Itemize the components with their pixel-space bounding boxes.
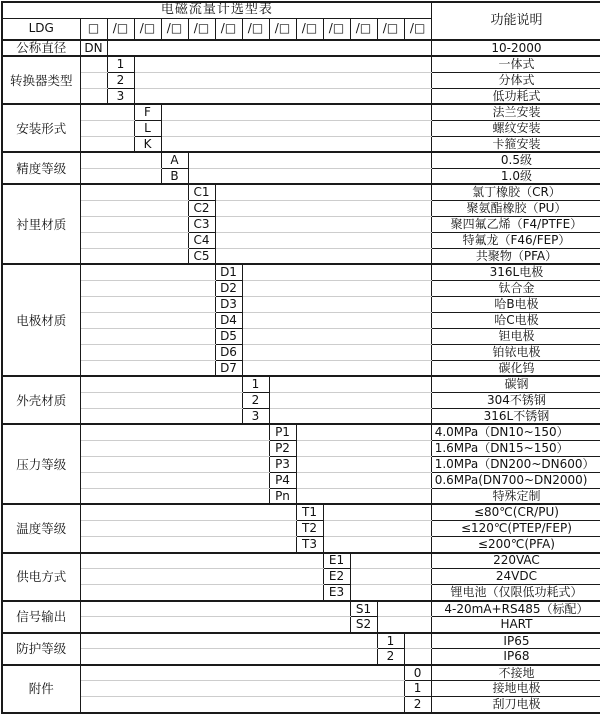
spacer-cell: [80, 344, 215, 360]
function-column-header: 功能说明: [431, 2, 600, 40]
section-label: 衬里材质: [2, 184, 80, 264]
spacer-cell: [80, 569, 323, 585]
spacer-cell: [80, 312, 215, 328]
spacer-cell: [377, 617, 431, 633]
spacer-cell: [134, 72, 431, 88]
spacer-cell: [80, 440, 269, 456]
option-desc: 铂铱电极: [431, 344, 600, 360]
spacer-cell: [80, 521, 296, 537]
option-code: C3: [188, 216, 215, 232]
option-code: P3: [269, 456, 296, 472]
model-code-slot: /□: [377, 18, 404, 40]
option-desc: 0.6MPa(DN700~DN2000): [431, 472, 600, 488]
model-code-slot: /□: [134, 18, 161, 40]
model-code-slot: /□: [215, 18, 242, 40]
spacer-cell: [242, 280, 431, 296]
option-desc: 共聚物（PFA）: [431, 248, 600, 264]
option-code: S2: [350, 617, 377, 633]
spacer-cell: [80, 392, 242, 408]
section-label: 压力等级: [2, 424, 80, 504]
spacer-cell: [269, 392, 431, 408]
option-code: K: [134, 136, 161, 152]
spacer-cell: [80, 104, 134, 120]
spacer-cell: [80, 168, 161, 184]
option-desc: 分体式: [431, 72, 600, 88]
spacer-cell: [215, 248, 431, 264]
model-code-slot: /□: [404, 18, 431, 40]
section-label: 转换器类型: [2, 56, 80, 104]
option-desc: 4-20mA+RS485（标配）: [431, 601, 600, 617]
section-label: 防护等级: [2, 633, 80, 665]
option-code: 2: [107, 72, 134, 88]
spacer-cell: [323, 504, 431, 520]
spacer-cell: [296, 424, 431, 440]
model-code-slot: /□: [242, 18, 269, 40]
spacer-cell: [80, 56, 107, 72]
spacer-cell: [80, 472, 269, 488]
spacer-cell: [80, 232, 188, 248]
spacer-cell: [242, 344, 431, 360]
spacer-cell: [80, 681, 404, 697]
spacer-cell: [80, 280, 215, 296]
page-title: 电磁流量计选型表: [2, 2, 431, 18]
option-code: F: [134, 104, 161, 120]
section-label: 信号输出: [2, 601, 80, 633]
dn-code: DN: [80, 40, 107, 56]
option-desc: 特氟龙（F46/FEP）: [431, 232, 600, 248]
model-code-slot: /□: [161, 18, 188, 40]
spacer-cell: [269, 408, 431, 424]
spacer-cell: [80, 72, 107, 88]
option-code: D7: [215, 360, 242, 376]
option-code: P2: [269, 440, 296, 456]
option-code: C1: [188, 184, 215, 200]
option-code: S1: [350, 601, 377, 617]
option-code: 3: [242, 408, 269, 424]
option-code: D3: [215, 296, 242, 312]
spacer-cell: [296, 440, 431, 456]
model-code-slot: /□: [323, 18, 350, 40]
option-code: L: [134, 120, 161, 136]
spacer-cell: [215, 184, 431, 200]
option-code: D2: [215, 280, 242, 296]
option-desc: 24VDC: [431, 569, 600, 585]
option-desc: 4.0MPa（DN10~150）: [431, 424, 600, 440]
option-code: 1: [404, 681, 431, 697]
option-code: E3: [323, 585, 350, 601]
option-code: 3: [107, 88, 134, 104]
spacer-cell: [242, 264, 431, 280]
section-label: 供电方式: [2, 553, 80, 601]
option-desc: 一体式: [431, 56, 600, 72]
option-desc: IP65: [431, 633, 600, 649]
option-desc: 1.0级: [431, 168, 600, 184]
spacer-cell: [296, 472, 431, 488]
option-desc: 卡箍安装: [431, 136, 600, 152]
spacer-cell: [377, 601, 431, 617]
option-desc: ≤80℃(CR/PU): [431, 504, 600, 520]
spacer-cell: [242, 328, 431, 344]
spacer-cell: [80, 585, 323, 601]
option-desc: 聚氨酯橡胶（PU）: [431, 200, 600, 216]
option-code: C2: [188, 200, 215, 216]
section-label-dn: 公称直径: [2, 40, 80, 56]
spacer-cell: [350, 585, 431, 601]
spacer-cell: [404, 633, 431, 649]
spacer-cell: [350, 569, 431, 585]
spacer-cell: [134, 88, 431, 104]
model-prefix: LDG: [2, 18, 80, 40]
option-code: D4: [215, 312, 242, 328]
spacer-cell: [80, 553, 323, 569]
model-code-slot: /□: [296, 18, 323, 40]
spacer-cell: [161, 120, 431, 136]
option-code: D5: [215, 328, 242, 344]
spacer-cell: [134, 56, 431, 72]
spacer-cell: [80, 184, 188, 200]
section-label: 附件: [2, 665, 80, 713]
spacer-cell: [80, 296, 215, 312]
option-code: P1: [269, 424, 296, 440]
spacer-cell: [188, 168, 431, 184]
spacer-cell: [80, 88, 107, 104]
option-code: E2: [323, 569, 350, 585]
option-code: D6: [215, 344, 242, 360]
option-code: B: [161, 168, 188, 184]
option-desc: 聚四氟乙烯（F4/PTFE）: [431, 216, 600, 232]
option-desc: 304不锈钢: [431, 392, 600, 408]
option-code: T3: [296, 537, 323, 553]
spacer-cell: [242, 312, 431, 328]
option-desc: 不接地: [431, 665, 600, 681]
spacer-cell: [80, 424, 269, 440]
option-desc: 220VAC: [431, 553, 600, 569]
option-desc: 螺纹安装: [431, 120, 600, 136]
section-label: 精度等级: [2, 152, 80, 184]
spacer-cell: [80, 136, 134, 152]
option-code: 1: [377, 633, 404, 649]
option-code: 2: [377, 649, 404, 665]
spacer-cell: [80, 665, 404, 681]
option-desc: HART: [431, 617, 600, 633]
spacer-cell: [80, 488, 269, 504]
section-label: 安装形式: [2, 104, 80, 152]
spacer-cell: [80, 120, 134, 136]
option-code: C4: [188, 232, 215, 248]
spacer-cell: [350, 553, 431, 569]
option-code: 0: [404, 665, 431, 681]
model-code-box: □: [80, 18, 107, 40]
option-desc: 接地电极: [431, 681, 600, 697]
spacer-cell: [80, 408, 242, 424]
option-code: T1: [296, 504, 323, 520]
option-code: A: [161, 152, 188, 168]
option-desc: 特殊定制: [431, 488, 600, 504]
spacer-cell: [242, 296, 431, 312]
spacer-cell: [215, 232, 431, 248]
option-code: Pn: [269, 488, 296, 504]
spacer-cell: [80, 456, 269, 472]
spacer-cell: [80, 152, 161, 168]
option-code: D1: [215, 264, 242, 280]
option-desc: 钛合金: [431, 280, 600, 296]
option-desc: 1.6MPa（DN15~150）: [431, 440, 600, 456]
selection-table: [1, 1, 600, 714]
spacer-cell: [80, 504, 296, 520]
section-label: 温度等级: [2, 504, 80, 552]
spacer-cell: [215, 216, 431, 232]
spacer-cell: [80, 617, 350, 633]
spacer-cell: [80, 360, 215, 376]
spacer-cell: [404, 649, 431, 665]
spacer-cell: [80, 248, 188, 264]
option-desc: IP68: [431, 649, 600, 665]
spacer-cell: [161, 104, 431, 120]
option-desc: 316L不锈钢: [431, 408, 600, 424]
option-desc: 锂电池（仅限低功耗式）: [431, 585, 600, 601]
spacer-cell: [80, 633, 377, 649]
section-label: 电极材质: [2, 264, 80, 376]
model-code-slot: /□: [269, 18, 296, 40]
option-code: 1: [107, 56, 134, 72]
spacer-cell: [80, 200, 188, 216]
spacer-cell: [80, 216, 188, 232]
spacer-cell: [323, 521, 431, 537]
spacer-cell: [80, 537, 296, 553]
option-desc: 氯丁橡胶（CR）: [431, 184, 600, 200]
model-code-slot: /□: [107, 18, 134, 40]
spacer-cell: [80, 264, 215, 280]
option-desc: 钽电极: [431, 328, 600, 344]
option-desc: 0.5级: [431, 152, 600, 168]
option-desc: ≤120℃(PTEP/FEP): [431, 521, 600, 537]
spacer-cell: [296, 488, 431, 504]
spacer-cell: [188, 152, 431, 168]
model-code-slot: /□: [350, 18, 377, 40]
option-desc: 哈B电极: [431, 296, 600, 312]
option-desc: 哈C电极: [431, 312, 600, 328]
option-desc: 1.0MPa（DN200~DN600）: [431, 456, 600, 472]
option-code: C5: [188, 248, 215, 264]
spacer-cell: [80, 649, 377, 665]
spacer-cell: [80, 601, 350, 617]
option-desc: ≤200℃(PFA): [431, 537, 600, 553]
spacer-cell: [80, 328, 215, 344]
option-desc-dn: 10-2000: [431, 40, 600, 56]
spacer-cell: [242, 360, 431, 376]
option-desc: 刮刀电极: [431, 697, 600, 713]
option-code: 2: [242, 392, 269, 408]
spacer-cell: [107, 40, 431, 56]
option-code: 2: [404, 697, 431, 713]
option-desc: 碳化钨: [431, 360, 600, 376]
section-label: 外壳材质: [2, 376, 80, 424]
spacer-cell: [80, 376, 242, 392]
option-desc: 316L电极: [431, 264, 600, 280]
option-desc: 法兰安装: [431, 104, 600, 120]
spacer-cell: [323, 537, 431, 553]
option-code: T2: [296, 521, 323, 537]
spacer-cell: [269, 376, 431, 392]
option-desc: 碳钢: [431, 376, 600, 392]
spacer-cell: [296, 456, 431, 472]
spacer-cell: [215, 200, 431, 216]
option-code: P4: [269, 472, 296, 488]
option-code: 1: [242, 376, 269, 392]
option-code: E1: [323, 553, 350, 569]
spacer-cell: [80, 697, 404, 713]
model-code-slot: /□: [188, 18, 215, 40]
spacer-cell: [161, 136, 431, 152]
option-desc: 低功耗式: [431, 88, 600, 104]
